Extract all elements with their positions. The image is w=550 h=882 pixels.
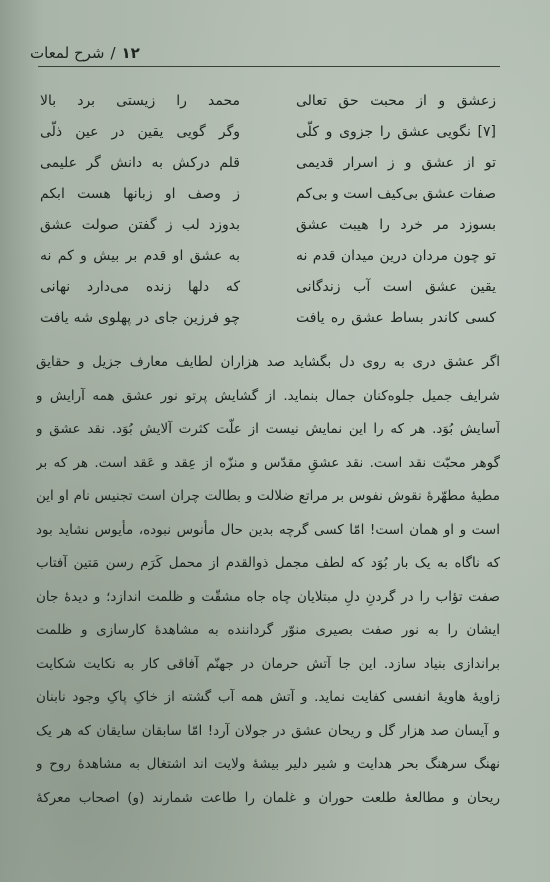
prose-line: و آیسان صد هزار گل و ریحان عشق در جولان آرد! امّا سابقان سایقان که هر یک	[36, 722, 500, 739]
running-title: شرح لمعات	[30, 44, 105, 62]
verse-block	[40, 86, 496, 334]
verse-left-hemistich: به عشق او قدم بر بیش و کم نه	[40, 248, 240, 264]
verse-left-hemistich: ز وصف او زبانها هست ابکم	[40, 186, 240, 202]
verse-right-hemistich: صفات عشق بی‌کیف است و بی‌کم	[296, 186, 496, 202]
verse-right-hemistich: تو از عشق و ز اسرار قدیمی	[296, 155, 496, 171]
verse-left-hemistich: چو فرزین جای در پهلوی شه یافت	[40, 310, 240, 326]
header-separator: /	[110, 44, 116, 62]
verse-line	[40, 179, 496, 210]
prose-line: اگر عشق دری به روی دل بگشاید صد هزاران لطایف معارف جزیل و حقایق	[36, 354, 500, 370]
page-header	[30, 34, 492, 62]
header-rule	[38, 66, 500, 67]
verse-line	[40, 86, 496, 117]
prose-line: که ناگاه به یک بار بُوَد که لطف مجمل ذوالقدم از محمل کَرَم رسن مَتین آفتاب	[36, 555, 500, 571]
verse-line	[40, 303, 496, 334]
verse-line	[40, 241, 496, 272]
verse-line	[40, 117, 496, 148]
prose-line: ریحان و مطالعهٔ طلعت حوران و غلمان را طاعت شمارند (و) اصحاب معرکهٔ	[36, 789, 500, 806]
verse-right-hemistich: زعشق و از محبت حق تعالی	[296, 93, 496, 109]
prose-line: نهنگ سرهنگ بحر هدایت و شیر دلیر بیشهٔ ولایت اند اشتغال به مشاهدهٔ روح و	[36, 756, 500, 772]
prose-line: ایشان را به نور صفت بصیری منوّر گرداننده به مشاهدهٔ کارسازی و ظلمت	[36, 622, 500, 638]
prose-paragraph	[36, 346, 500, 815]
verse-left-hemistich: قلم درکش به دانش گر علیمی	[40, 155, 240, 171]
verse-line	[40, 210, 496, 241]
prose-line: صفت تؤاب را در گردنِ دلِ مبتلایان چاه جاه مشقّت و ظلمت اندازد؛ و دیدهٔ جان	[36, 588, 500, 605]
prose-line: آسایش بُوَد. هر که را این نمایش نیست از علّت کثرت آلایش بُوَد. نقد عشق و	[36, 421, 500, 437]
prose-line: گوهر محبّت نقد است. نقد عشقِ مقدّس و منزّه از عِقد و عَقد است. هر که بر	[36, 454, 500, 471]
verse-line	[40, 272, 496, 303]
page-number: ۱۲	[121, 44, 140, 62]
verse-right-hemistich: [۷] نگویی عشق را جزوی و کلّی	[296, 124, 496, 140]
prose-line: مطیهٔ مطهّرهٔ نقوش نفوس بر مراتع ضلالت و بطالت چران است تجنیس نام او این	[36, 488, 500, 504]
verse-line	[40, 148, 496, 179]
prose-line: شرایف جمیل جلوه‌کنان جمال بنماید. از گشایش پرتو نور عشق همه آرایش و	[36, 387, 500, 404]
prose-line: زاویهٔ هاویهٔ انفسی کفایت نماید. و آتش همه آب گشته از خاکِ پاکِ وجود نابنان	[36, 689, 500, 705]
verse-right-hemistich: بسوزد مر خرد را هیبت عشق	[296, 217, 496, 233]
verse-right-hemistich: یقین عشق است آب زندگانی	[296, 279, 496, 295]
verse-left-hemistich: وگر گویی یقین در عین ذلّی	[40, 124, 240, 140]
verse-right-hemistich: تو چون مردان درین میدان قدم نه	[296, 248, 496, 264]
verse-left-hemistich: که دلها زنده می‌دارد نهانی	[40, 279, 240, 295]
prose-line: براندازی بنیاد سازد. این جا آتش حرمان در جهنّم آفاقی کار به نکایت شکایت	[36, 655, 500, 672]
verse-right-hemistich: کسی کاندر بساط عشق ره یافت	[296, 310, 496, 326]
verse-left-hemistich: محمد را زیستی برد بالا	[40, 93, 240, 109]
prose-line: است و او همان است! امّا کسی گرچه بدین حال مأنوس نبوده، مأیوس نشاید بود	[36, 521, 500, 538]
verse-left-hemistich: بدوزد لب ز گفتن صولت عشق	[40, 217, 240, 233]
